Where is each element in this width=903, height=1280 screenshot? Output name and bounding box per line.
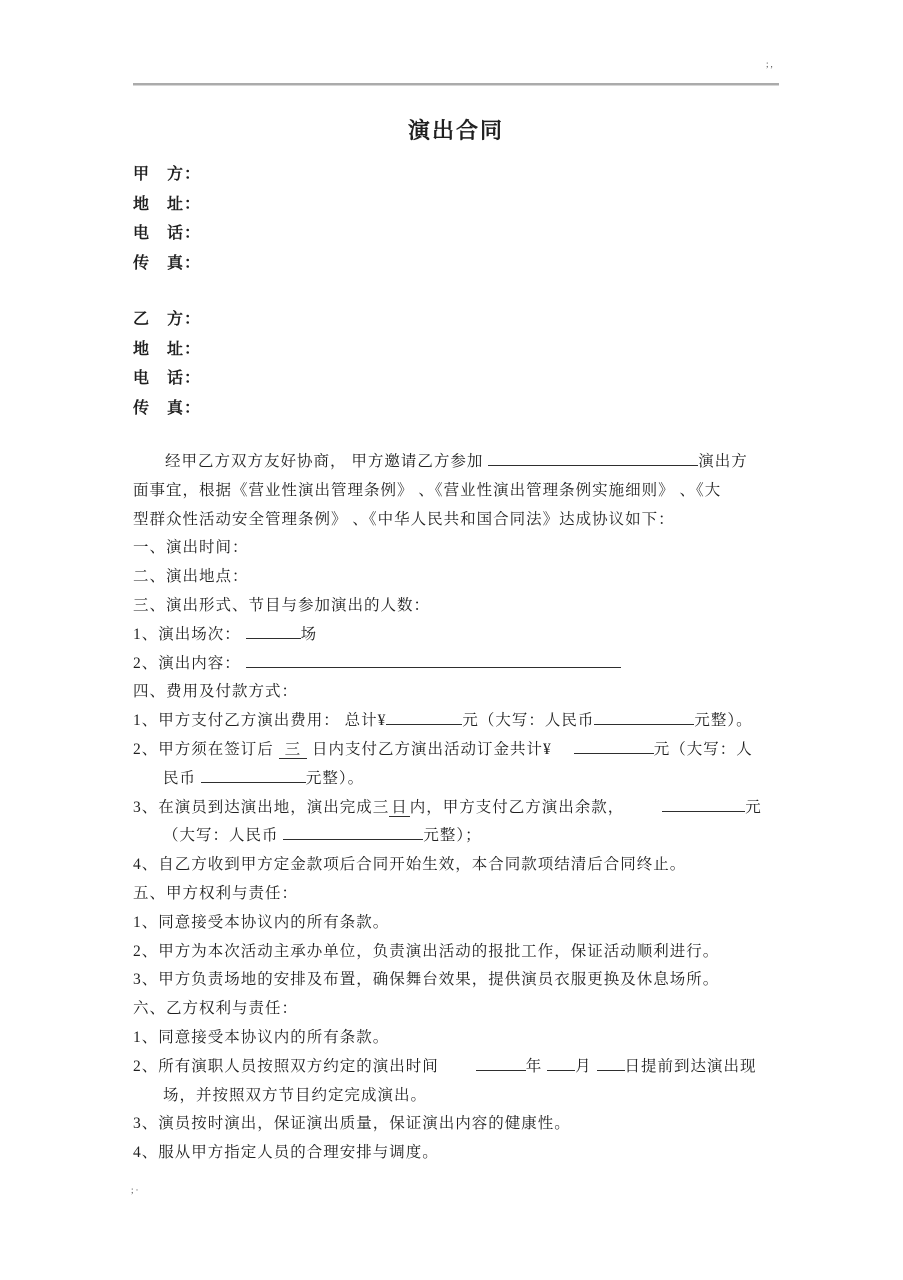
intro-line-1 (133, 448, 888, 477)
clause-1 (133, 534, 888, 563)
fill-in-blank[interactable] (476, 1057, 526, 1071)
spacer (552, 753, 574, 754)
party-a-row-4: 传 真： (133, 254, 202, 272)
text-run: 经甲乙方双方友好协商， 甲方邀请乙方参加 (165, 453, 489, 470)
clause-3-item-1 (133, 621, 888, 650)
text-run: 月 (575, 1057, 597, 1075)
intro-line-3 (133, 506, 888, 535)
fill-in-blank[interactable] (594, 711, 694, 725)
intro-line-2 (133, 477, 888, 506)
fill-in-blank[interactable] (246, 654, 621, 668)
text-run: 3、甲方负责场地的安排及布置，确保舞台效果，提供演员衣服更换及休息场所。 (133, 971, 720, 989)
fill-in-blank[interactable] (246, 625, 301, 639)
text-run: 演出方 (698, 453, 748, 470)
underlined-text: 三 (279, 741, 308, 759)
underlined-text: 日 (391, 798, 408, 816)
fill-in-blank[interactable] (662, 798, 745, 812)
clause-6 (133, 995, 888, 1024)
clause-3-item-2 (133, 650, 888, 679)
text-run: 元（大写：人民币 (462, 712, 595, 730)
text-run: 六、乙方权利与责任： (133, 1000, 299, 1018)
clause-5-item-3 (133, 966, 888, 995)
party-b-row-1: 乙 方： (133, 311, 202, 328)
clause-6-item-1 (133, 1024, 888, 1053)
text-run: 3、演员按时演出，保证演出质量，保证演出内容的健康性。 (133, 1115, 571, 1133)
fill-in-blank[interactable] (597, 1057, 625, 1071)
text-run: 二、演出地点： (133, 568, 249, 586)
party-b-row-2: 地 址： (133, 340, 202, 358)
clause-6-item-2 (133, 1053, 888, 1082)
clause-4-item-3-cont (133, 822, 888, 851)
text-run: 2、甲方为本次活动主承办单位，负责演出活动的报批工作，保证活动顺利进行。 (133, 942, 720, 960)
text-run: 一、演出时间： (133, 539, 249, 557)
text-run: 内，甲方支付乙方演出余款， (409, 798, 625, 816)
text-run: 2、甲方须在签订后 (133, 740, 279, 758)
text-run: 1、甲方支付乙方演出费用： 总计¥ (133, 712, 387, 730)
clause-4-item-2 (133, 736, 888, 765)
clause-4-item-3 (133, 794, 888, 823)
fill-in-blank[interactable] (386, 711, 462, 725)
fill-in-blank[interactable] (488, 452, 698, 466)
party-a-block (133, 160, 201, 278)
party-b-row-4: 传 真： (133, 399, 202, 417)
clause-5 (133, 880, 888, 909)
clause-6-item-2-cont (133, 1082, 888, 1111)
party-b-row-3: 电 话： (133, 370, 202, 387)
text-run: 三、演出形式、节目与参加演出的人数： (133, 596, 431, 614)
text-run: 民币 (163, 769, 201, 787)
clause-6-item-3 (133, 1110, 888, 1139)
header-rule (133, 83, 779, 86)
fill-in-blank[interactable] (574, 740, 654, 754)
scan-artifact-bottom-left: ;· (131, 1185, 141, 1195)
clause-4-item-2-cont (133, 765, 888, 794)
party-b-block (133, 305, 201, 423)
text-run: 元整）； (423, 827, 482, 845)
spacer (624, 811, 662, 812)
page-title: 演出合同 (407, 118, 504, 143)
text-run: 1、同意接受本协议内的所有条款。 (133, 1028, 390, 1046)
fill-in-blank[interactable] (201, 769, 306, 783)
text-run: 4、自乙方收到甲方定金款项后合同开始生效，本合同款项结清后合同终止。 (133, 856, 687, 874)
party-a-row-1: 甲 方： (133, 166, 202, 183)
spacer (439, 1070, 476, 1071)
text-run: 日内支付乙方演出活动订金共计¥ (307, 740, 552, 758)
text-run: 元（大写：人 (653, 740, 753, 758)
text-run: 3、在演员到达演出地，演出完成三 (133, 798, 390, 816)
text-run: 五、甲方权利与责任： (133, 884, 299, 902)
clause-4-item-1 (133, 707, 888, 736)
text-run: 型群众性活动安全管理条例》 、《中华人民共和国合同法》达成协议如下： (133, 510, 675, 528)
clause-5-item-1 (133, 909, 888, 938)
text-run: 元整）。 (305, 769, 365, 787)
scan-artifact-top-right: ;, (766, 59, 775, 69)
text-run: 四、费用及付款方式： (133, 683, 299, 701)
text-run: 面事宜，根据《营业性演出管理条例》 、《营业性演出管理条例实施细则》 、《大 (133, 481, 722, 499)
fill-in-blank[interactable] (547, 1057, 575, 1071)
text-run: 4、服从甲方指定人员的合理安排与调度。 (133, 1144, 439, 1162)
fill-in-blank[interactable] (283, 826, 423, 840)
text-run: 日提前到达演出现 (624, 1057, 757, 1075)
party-a-row-3: 电 话： (133, 225, 202, 242)
text-run: 元 (745, 798, 762, 816)
text-run: 场，并按照双方节目约定完成演出。 (163, 1086, 428, 1104)
clause-5-item-2 (133, 938, 888, 967)
party-a-row-2: 地 址： (133, 195, 202, 213)
text-run: 场 (300, 625, 318, 643)
text-run: （大写：人民币 (163, 827, 284, 845)
text-run: 元整）。 (694, 712, 753, 730)
text-run: 2、所有演职人员按照双方约定的演出时间 (133, 1057, 439, 1075)
clause-4-item-4 (133, 851, 888, 880)
contract-body (133, 448, 888, 1168)
clause-2 (133, 563, 888, 592)
text-run: 年 (525, 1057, 548, 1075)
text-run: 1、同意接受本协议内的所有条款。 (133, 913, 390, 931)
clause-4 (133, 678, 888, 707)
text-run: 2、演出内容： (133, 654, 246, 672)
clause-3 (133, 592, 888, 621)
text-run: 1、演出场次： (133, 625, 246, 643)
clause-6-item-4 (133, 1139, 888, 1168)
